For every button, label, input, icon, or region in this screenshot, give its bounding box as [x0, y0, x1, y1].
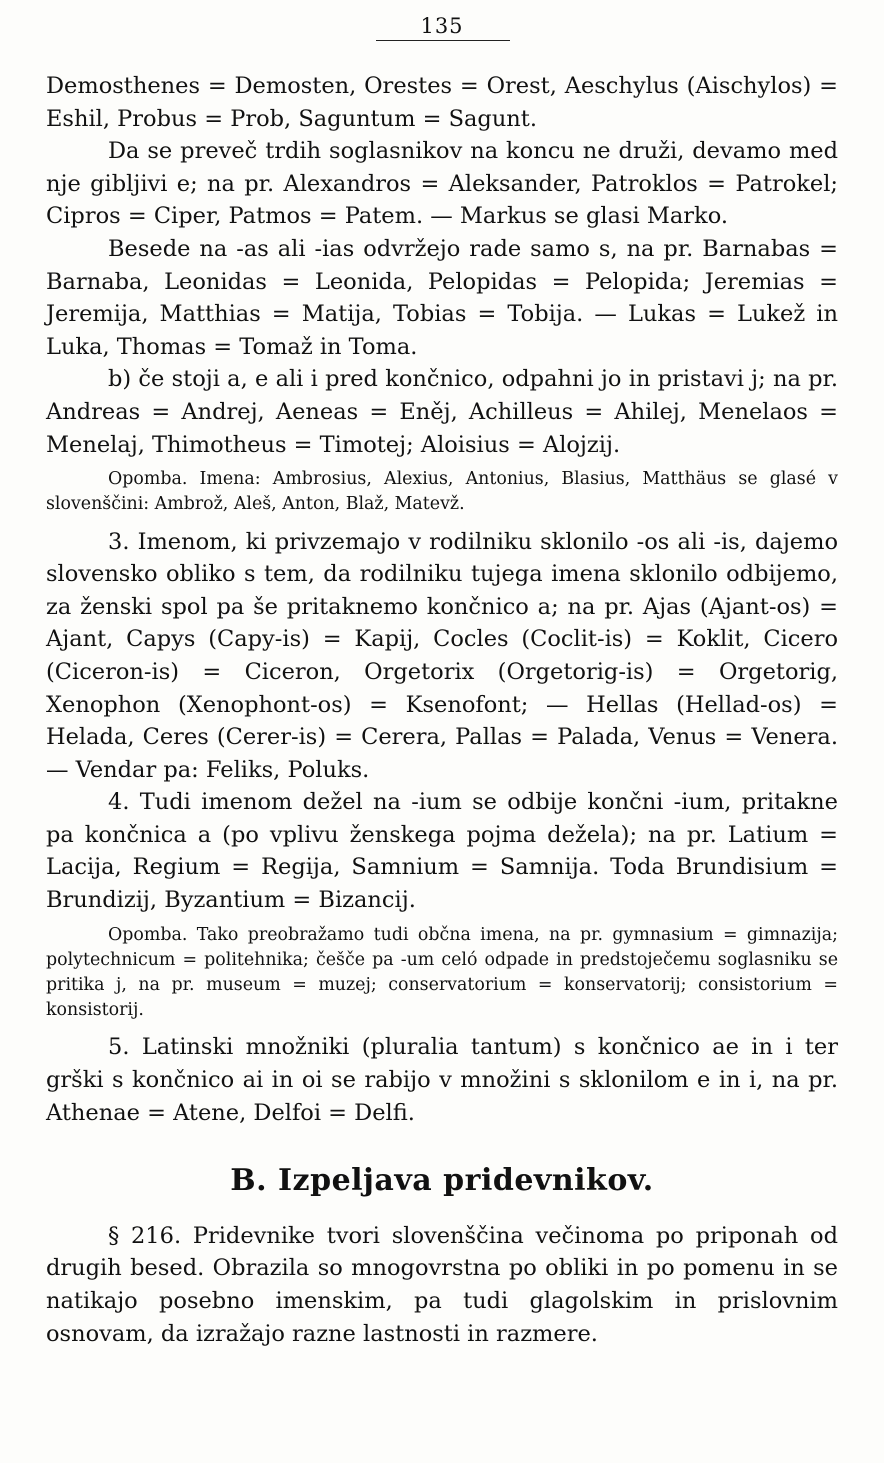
- paragraph-as-ias-endings: Besede na -as ali -ias odvržejo rade samo s, na pr. Barnabas = Barnaba, Leonidas = Leonida, Pelopidas = Pelopida; Jeremias = Jeremija, Matthias = Matija, Tobias = Tobija. — Lukas = Lukež in Luka, Thomas = Tomaž in Toma.: [46, 235, 838, 360]
- note-names: Opomba. Imena: Ambrosius, Alexius, Antonius, Blasius, Matthäus se glasé v slovenščini: Ambrož, Aleš, Anton, Blaž, Matevž.: [46, 469, 838, 515]
- section-heading: B. Izpeljava pridevnikov.: [230, 1163, 654, 1199]
- paragraph-rule-3: 3. Imenom, ki privzemajo v rodilniku sklonilo -os ali -is, dajemo slovensko obliko s tem, da rodilniku tujega imena sklonilo odbijemo, za ženski spol pa še pritaknemo končnico a; na pr. Ajas (Ajant-os) = Ajant, Capys (Capy-is) = Kapij, Cocles (Coclit-is) = Koklit, Cicero (Ciceron-is) = Ciceron, Orgetorix (Orgetorig-is) = Orgetorig, Xenophon (Xenophont-os) = Ksenofont; — Hellas (Hellad-os) = Helada, Ceres (Cerer-is) = Cerera, Pallas = Palada, Venus = Venera. — Vendar pa: Feliks, Poluks.: [46, 528, 838, 783]
- page-number: 135: [420, 14, 464, 38]
- paragraph-b-rule: b) če stoji a, e ali i pred končnico, odpahni jo in pristavi j; na pr. Andreas = Andrej, Aeneas = Eněj, Achilleus = Ahilej, Menelaos = Menelaj, Thimotheus = Timotej; Aloisius = Alojzij.: [46, 366, 838, 458]
- paragraph-examples-1: Demosthenes = Demosten, Orestes = Orest, Aeschylus (Aischylos) = Eshil, Probus = Prob, Saguntum = Sagunt.: [46, 73, 838, 132]
- header-rule: [376, 40, 510, 41]
- note-common-nouns: Opomba. Tako preobražamo tudi občna imena, na pr. gymnasium = gimnazija; polytechnicum = politehnika; češče pa -um celó odpade in predstoječemu soglasniku se pritika j, na pr. museum = muzej; conservatorium = konservatorij; consistorium = konsistorij.: [46, 924, 838, 1021]
- paragraph-rule-4: 4. Tudi imenom dežel na -ium se odbije končni -ium, pritakne pa končnica a (po vplivu ženskega pojma dežela); na pr. Latium = Lacija, Regium = Regija, Samnium = Samnija. Toda Brundisium = Brundizij, Byzantium = Bizancij.: [46, 789, 838, 914]
- page-body: [46, 70, 838, 1350]
- paragraph-consonant-clusters: Da se preveč trdih soglasnikov na koncu ne druži, devamo med nje gibljivi e; na pr. Alexandros = Aleksander, Patroklos = Patrokel; Cipros = Ciper, Patmos = Patem. — Markus se glasi Marko.: [46, 138, 838, 230]
- paragraph-216: § 216. Pridevnike tvori slovenščina večinoma po priponah od drugih besed. Obrazila so mnogovrstna po obliki in po pomenu in se natikajo posebno imenskim, pa tudi glagolskim in prislovnim osnovam, da izražajo razne lastnosti in razmere.: [46, 1222, 838, 1347]
- paragraph-rule-5: 5. Latinski množniki (pluralia tantum) s končnico ae in i ter grški s končnico ai in oi se rabijo v množini s sklonilom e in i, na pr. Athenae = Atene, Delfoi = Delfi.: [46, 1034, 838, 1126]
